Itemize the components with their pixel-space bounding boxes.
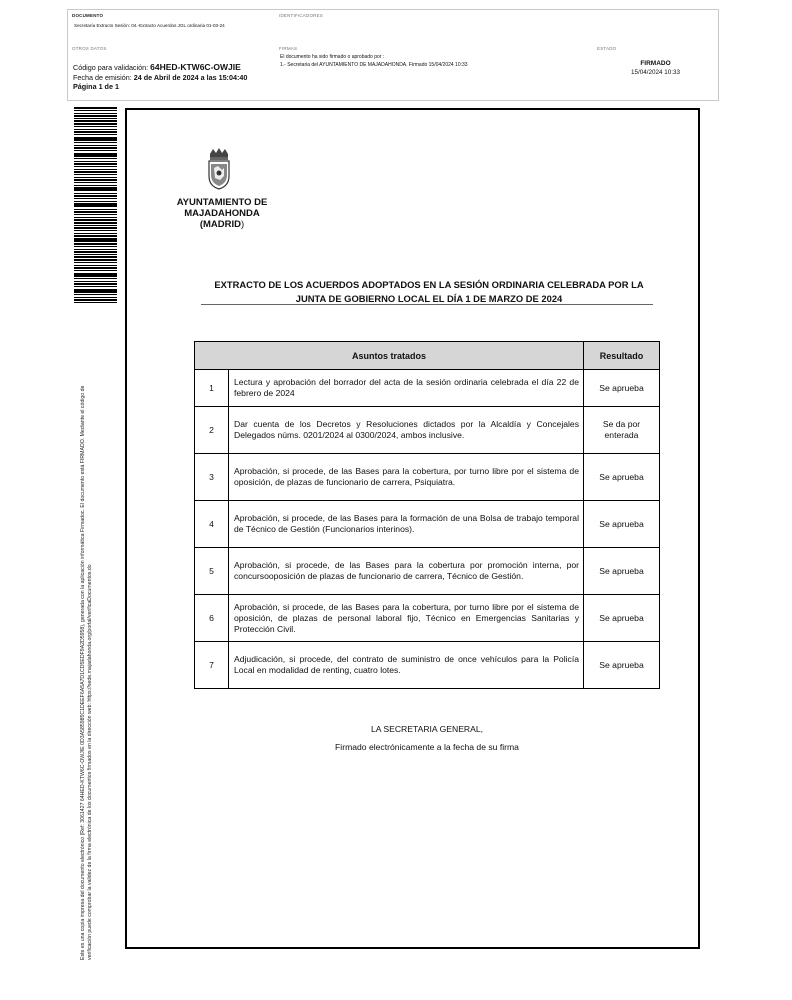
org-line-2: MAJADAHONDA — [184, 208, 260, 219]
row-description: Dar cuenta de los Decretos y Resoluciones dictados por la Alcaldía y Concejales Delegados núms. 0201/2024 al 0300/2024, ambos inclusive. — [229, 407, 584, 454]
org-line-1: AYUNTAMIENTO DE — [176, 197, 268, 208]
coat-of-arms-icon — [204, 146, 234, 191]
table-row — [195, 454, 660, 501]
title-line-1: EXTRACTO DE LOS ACUERDOS ADOPTADOS EN LA SESIÓN ORDINARIA CELEBRADA POR LA — [214, 279, 644, 290]
row-number: 7 — [195, 642, 229, 689]
row-number: 1 — [195, 370, 229, 407]
row-result: Se aprueba — [584, 501, 660, 548]
documento-label: DOCUMENTO — [72, 13, 104, 18]
org-line-3-text: (MADRID — [199, 219, 241, 230]
barcode-image — [74, 107, 117, 303]
row-description: Aprobación, si procede, de las Bases para la cobertura, por turno libre por el sistema de oposición, de plazas de personal laboral fijo, Técnico en Emergencias Sanitarias y Protección Civil. — [229, 595, 584, 642]
subjects-column-header: Asuntos tratados — [195, 342, 584, 370]
issue-date-label: Fecha de emisión: — [73, 73, 132, 82]
side-note-line-1: Este es una copia impresa del documento electrónico (Ref: 3061427 64HED-KTW6C-OWJIE 0D3A585985C1DEEF6A5A7D1CD5EDF9A2D5958), generada con la aplicación informática Firmadoc. El documento está FIRMADO. Mediante el código de — [80, 385, 86, 960]
title-underline — [201, 304, 653, 305]
document-title — [196, 278, 662, 306]
signature-note: Firmado electrónicamente a la fecha de su firma — [335, 742, 519, 752]
verification-side-note — [80, 280, 94, 960]
table-row — [195, 370, 660, 407]
validation-code-line — [73, 62, 241, 72]
otros-datos-cell — [68, 43, 275, 100]
documento-cell — [68, 10, 275, 43]
firmas-line-2: 1.- Secretaria del AYUNTAMIENTO DE MAJADAHONDA. Firmado 15/04/2024 10:33 — [280, 62, 468, 68]
agenda-table — [194, 341, 660, 689]
org-line-3 — [160, 219, 284, 230]
row-result: Se da por enterada — [584, 407, 660, 454]
issue-date-value: 24 de Abril de 2024 a las 15:04:40 — [133, 73, 248, 82]
firmas-line-1: El documento ha sido firmado o aprobado por : — [280, 54, 385, 60]
result-column-header: Resultado — [584, 342, 660, 370]
row-result: Se aprueba — [584, 548, 660, 595]
document-metadata-header — [67, 9, 719, 101]
row-description: Lectura y aprobación del borrador del acta de la sesión ordinaria celebrada el día 22 de febrero de 2024 — [229, 370, 584, 407]
organization-name — [160, 197, 284, 230]
identificadores-cell — [275, 10, 718, 43]
row-result: Se aprueba — [584, 642, 660, 689]
table-row — [195, 642, 660, 689]
firmas-cell — [275, 43, 593, 100]
row-result: Se aprueba — [584, 454, 660, 501]
documento-value: Secretaría Extracto Sesión: 04.-Extracto Acuerdos JGL ordinaria 01-03-24 — [74, 23, 225, 28]
estado-label: ESTADO — [597, 46, 617, 51]
side-note-line-2: verificación puede comprobar la validez de la firma electrónica de los documentos firmados en la dirección web: https://sede.majadahonda.org/portal/verificaDocumentos.do — [87, 564, 93, 960]
row-description: Aprobación, si procede, de las Bases para la formación de una Bolsa de trabajo temporal de Técnico de Gestión (Funcionarios interinos). — [229, 501, 584, 548]
row-result: Se aprueba — [584, 370, 660, 407]
page-number: Página 1 de 1 — [73, 82, 119, 91]
row-number: 2 — [195, 407, 229, 454]
validation-code-label: Código para validación: — [73, 63, 149, 72]
signer-title: LA SECRETARIA GENERAL, — [370, 724, 484, 734]
row-description: Adjudicación, si procede, del contrato de suministro de once vehículos para la Policía Local en modalidad de renting, cuatro lotes. — [229, 642, 584, 689]
table-row — [195, 548, 660, 595]
row-number: 3 — [195, 454, 229, 501]
identificadores-label: IDENTIFICADORES — [279, 13, 324, 18]
otros-datos-label: OTROS DATOS — [72, 46, 107, 51]
estado-status: FIRMADO — [640, 60, 671, 67]
issue-date-line — [73, 73, 247, 82]
row-description: Aprobación, si procede, de las Bases para la cobertura, por turno libre por el sistema de oposición, de plazas de funcionario de carrera, Psiquiatra. — [229, 454, 584, 501]
row-description: Aprobación, si procede, de las Bases para la cobertura por promoción interna, por concursooposición de plazas de funcionario de carrera, Técnico de Gestión. — [229, 548, 584, 595]
org-line-3-paren: ) — [241, 219, 245, 230]
agenda-header-row — [195, 342, 660, 370]
estado-cell — [593, 43, 718, 100]
table-row — [195, 407, 660, 454]
table-row — [195, 595, 660, 642]
title-line-2: JUNTA DE GOBIERNO LOCAL EL DÍA 1 DE MARZO DE 2024 — [295, 293, 563, 304]
validation-code-value: 64HED-KTW6C-OWJIE — [150, 62, 241, 72]
row-number: 6 — [195, 595, 229, 642]
estado-date: 15/04/2024 10:33 — [630, 69, 681, 76]
table-row — [195, 501, 660, 548]
firmas-label: FIRMAS — [279, 46, 298, 51]
row-number: 4 — [195, 501, 229, 548]
row-number: 5 — [195, 548, 229, 595]
row-result: Se aprueba — [584, 595, 660, 642]
